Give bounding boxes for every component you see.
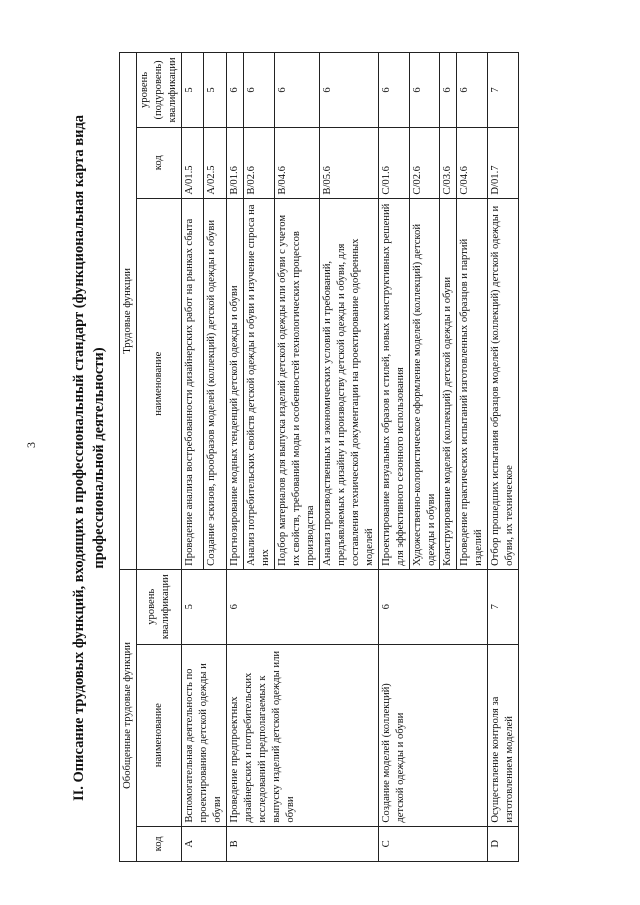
function-level: 6 [378, 53, 409, 128]
header-name: наименование [137, 644, 182, 826]
function-name: Художественно-колористическое оформление моделей (коллекций) детской одежды и обуви [409, 198, 440, 569]
table-row [378, 53, 409, 862]
generalized-code: B [226, 826, 378, 861]
function-level: 6 [319, 53, 378, 128]
function-code: B/05.6 [319, 127, 378, 198]
table-row [488, 53, 519, 862]
function-level: 6 [243, 53, 274, 128]
page-number: 3 [24, 442, 38, 448]
function-name: Проектирование визуальных образов и стилей, новых конструктивных решений для эффективного сезонного использования [378, 198, 409, 569]
function-code: C/04.6 [457, 127, 488, 198]
functional-map-table [119, 52, 519, 862]
function-name: Отбор прошедших испытания образцов моделей (коллекций) детской одежды и обуви, их техническое [488, 198, 519, 569]
generalized-level: 5 [182, 569, 227, 644]
function-level: 6 [274, 53, 319, 128]
function-name: Проведение анализа востребованности дизайнерских работ на рынках сбыта [182, 198, 204, 569]
function-name: Анализ потребительских свойств детской одежды и обуви и изучение спроса на них [243, 198, 274, 569]
function-code: D/01.7 [488, 127, 519, 198]
function-code: C/02.6 [409, 127, 440, 198]
table-row [226, 53, 243, 862]
generalized-name: Проведение предпроектных дизайнерских и потребительских исследований предполагаемых к выпуску изделий детской одежды или обуви [226, 644, 378, 826]
header-labor-functions: Трудовые функции [120, 53, 137, 570]
function-code: C/01.6 [378, 127, 409, 198]
header-function-name: наименование [137, 198, 182, 569]
generalized-level: 6 [378, 569, 488, 644]
generalized-name: Вспомогательная деятельность по проектированию детской одежды и обуви [182, 644, 227, 826]
rotated-page-content [64, 48, 544, 868]
function-level: 7 [488, 53, 519, 128]
function-code: B/02.6 [243, 127, 274, 198]
function-code: B/04.6 [274, 127, 319, 198]
section-heading: II. Описание трудовых функций, входящих в профессиональный стандарт (функциональная карта вида профессиональной деятельности) [71, 114, 107, 802]
function-name: Создание эскизов, прообразов моделей (коллекций) детской одежды и обуви [204, 198, 226, 569]
function-level: 6 [440, 53, 457, 128]
header-level: уровень квалификации [137, 569, 182, 644]
function-level: 5 [204, 53, 226, 128]
function-name: Анализ производственных и экономических условий и требований, предъявляемых к дизайну и производству детской одежды и обуви, для составления технической документации на проектирование одобренных моделей [319, 198, 378, 569]
function-name: Подбор материалов для выпуска изделий детской одежды или обуви с учетом их свойств, требований моды и особенностей технологических процессов производства [274, 198, 319, 569]
header-function-code: код [137, 127, 182, 198]
generalized-code: D [488, 826, 519, 861]
table-row [182, 53, 204, 862]
function-level: 6 [409, 53, 440, 128]
function-name: Проведение практических испытаний изготовленных образцов и партий изделий [457, 198, 488, 569]
function-code: A/02.5 [204, 127, 226, 198]
function-level: 5 [182, 53, 204, 128]
function-code: C/03.6 [440, 127, 457, 198]
generalized-name: Осуществление контроля за изготовлением моделей [488, 644, 519, 826]
header-sublevel: уровень (подуровень) квалификации [137, 53, 182, 128]
header-generalized-functions: Обобщенные трудовые функции [120, 569, 137, 861]
generalized-level: 6 [226, 569, 378, 644]
header-code: код [137, 826, 182, 861]
generalized-name: Создание моделей (коллекций) детской одежды и обуви [378, 644, 488, 826]
function-code: A/01.5 [182, 127, 204, 198]
generalized-code: A [182, 826, 227, 861]
function-name: Прогнозирование модных тенденций детской одежды и обуви [226, 198, 243, 569]
generalized-level: 7 [488, 569, 519, 644]
table-body [182, 53, 519, 862]
function-name: Конструирование моделей (коллекций) детской одежды и обуви [440, 198, 457, 569]
function-level: 6 [226, 53, 243, 128]
function-code: B/01.6 [226, 127, 243, 198]
function-level: 6 [457, 53, 488, 128]
generalized-code: C [378, 826, 488, 861]
